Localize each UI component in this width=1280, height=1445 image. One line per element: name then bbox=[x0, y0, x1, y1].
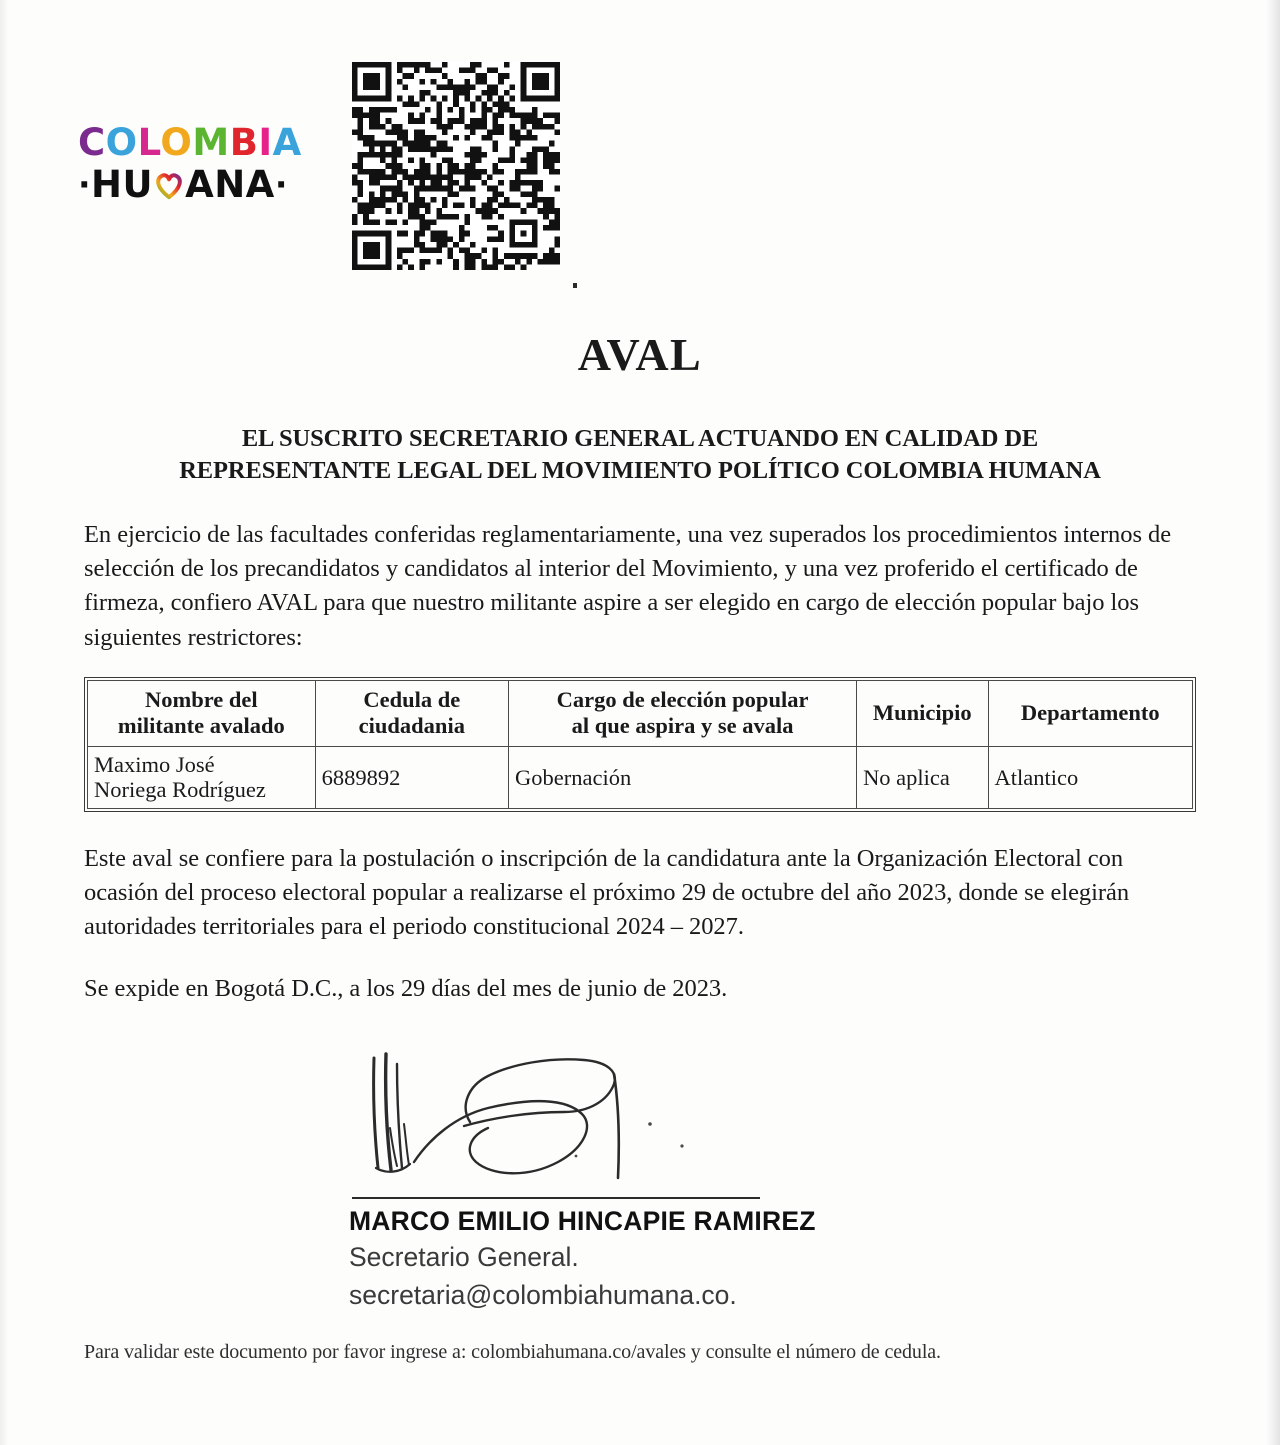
col-header-cedula: Cedula de ciudadania bbox=[315, 680, 508, 746]
logo-letter: L bbox=[137, 121, 161, 164]
paragraph-electoral: Este aval se confiere para la postulación o inscripción de la candidatura ante la Organización Electoral con ocasión del proceso electoral popular a realizarse el próximo 29 de octubre del año 2023, donde se elegirán autoridades territoriales para el periodo constitucional 2024 – 2027. bbox=[84, 844, 1130, 941]
logo-bullet-left: · bbox=[78, 165, 92, 204]
validation-footer-note: Para validar este documento por favor ingrese a: colombiahumana.co/avales y consulte el número de cedula. bbox=[84, 1341, 941, 1363]
logo-letter: A bbox=[272, 121, 302, 164]
document-body bbox=[0, 300, 1280, 1006]
heart-icon bbox=[154, 170, 184, 200]
logo-letter: I bbox=[258, 121, 273, 164]
cell-cedula: 6889892 bbox=[315, 746, 508, 808]
logo-humana-prefix: HU bbox=[91, 163, 154, 206]
qr-code bbox=[352, 62, 560, 270]
aval-table-frame bbox=[84, 677, 1196, 812]
subtitle-line-2: REPRESENTANTE LEGAL DEL MOVIMIENTO POLÍTICO COLOMBIA HUMANA bbox=[179, 457, 1101, 485]
logo-bullet-right: · bbox=[274, 165, 288, 204]
col-header-municipio: Municipio bbox=[857, 680, 988, 746]
table-row bbox=[88, 746, 1193, 808]
col-header-cargo: Cargo de elección popular al que aspira y se avala bbox=[509, 680, 857, 746]
paragraph-expedition: Se expide en Bogotá D.C., a los 29 días del mes de junio de 2023. bbox=[84, 974, 728, 1002]
logo-wordmark-humana bbox=[78, 163, 338, 206]
logo-letter: M bbox=[192, 121, 230, 164]
cell-departamento: Atlantico bbox=[988, 746, 1192, 808]
logo-letter: B bbox=[229, 121, 259, 164]
logo-letter: C bbox=[78, 121, 106, 164]
aval-table bbox=[87, 680, 1193, 809]
paragraph-intro: En ejercicio de las facultades conferidas reglamentariamente, una vez superados los procedimientos internos de selección de los precandidatos y candidatos al interior del Movimiento, y una vez proferido el certificado de firmeza, confiero AVAL para que nuestro militante aspire a ser elegido en cargo de elección popular bajo los siguientes restrictores: bbox=[84, 520, 1172, 651]
handwritten-signature bbox=[352, 1050, 772, 1180]
table-header-row bbox=[88, 680, 1193, 746]
logo-letter: O bbox=[160, 121, 193, 164]
scan-speck bbox=[573, 283, 577, 288]
document-subtitle bbox=[84, 423, 1196, 488]
document-header bbox=[0, 0, 1280, 300]
signatory-email: secretaria@colombiahumana.co. bbox=[349, 1280, 737, 1310]
colombia-humana-logo bbox=[78, 121, 338, 206]
signature-rule bbox=[352, 1197, 760, 1199]
page-title: AVAL bbox=[577, 329, 703, 380]
logo-wordmark-colombia bbox=[78, 121, 338, 164]
cell-cargo: Gobernación bbox=[509, 746, 857, 808]
cell-nombre: Maximo José Noriega Rodríguez bbox=[88, 746, 316, 808]
col-header-nombre: Nombre del militante avalado bbox=[88, 680, 316, 746]
subtitle-line-1: EL SUSCRITO SECRETARIO GENERAL ACTUANDO EN CALIDAD DE bbox=[241, 425, 1039, 452]
signatory-role: Secretario General. bbox=[349, 1242, 579, 1272]
logo-letter: O bbox=[105, 121, 138, 164]
cell-municipio: No aplica bbox=[857, 746, 988, 808]
logo-humana-suffix: ANA bbox=[185, 163, 275, 206]
signatory-name: MARCO EMILIO HINCAPIE RAMIREZ bbox=[349, 1206, 816, 1236]
col-header-departamento: Departamento bbox=[988, 680, 1192, 746]
